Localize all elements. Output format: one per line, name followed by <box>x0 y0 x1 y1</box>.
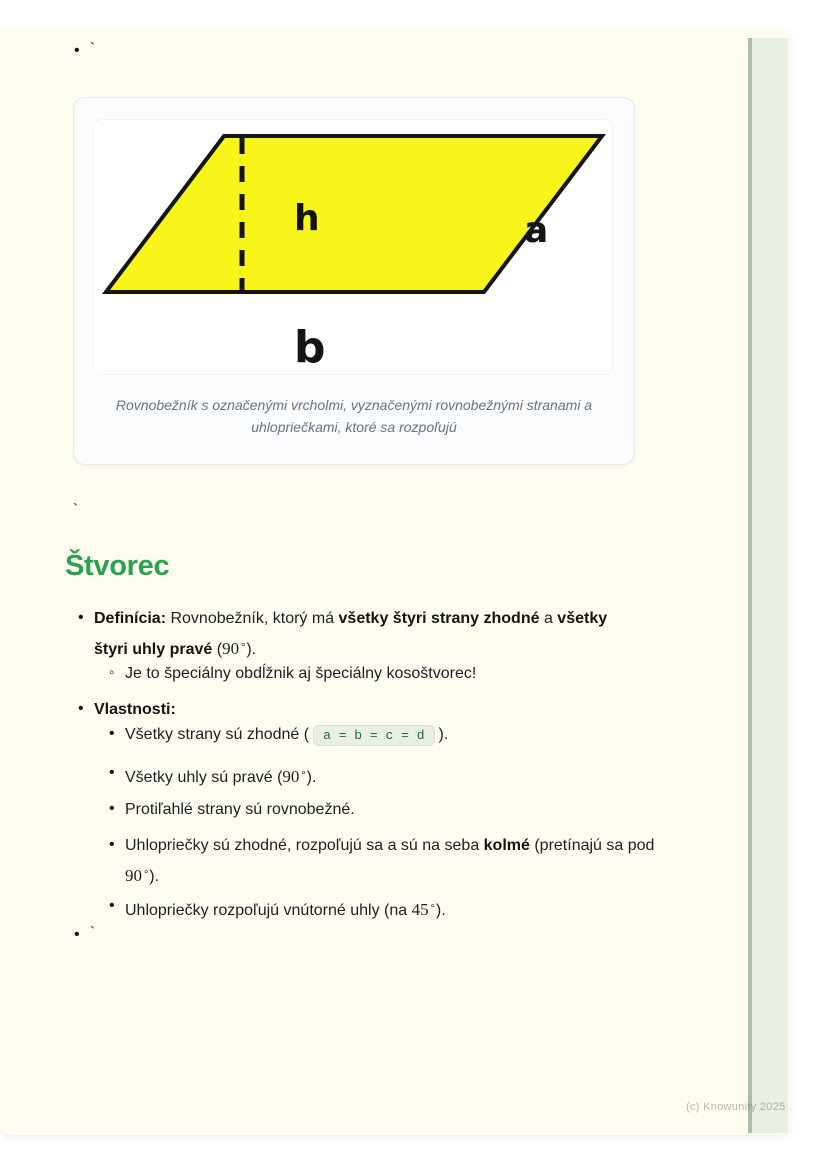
bullet-icon: • <box>78 609 84 626</box>
list-item-vlastnosti <box>78 696 176 723</box>
bullet-icon: • <box>78 700 84 717</box>
caption-line-2: uhlopriečkami, ktoré sa rozpoľujú <box>251 419 457 435</box>
figure-card <box>73 97 635 465</box>
section-title: Štvorec <box>65 550 170 582</box>
figure-caption <box>74 394 634 438</box>
list-subitem-special <box>109 660 476 687</box>
label-h: h <box>294 198 320 239</box>
stray-backtick: ` <box>73 501 78 518</box>
item-text: Uhlopriečky sú zhodné, rozpoľujú sa a sú na seba kolmé (pretínajú sa pod 90∘). <box>125 837 655 885</box>
bullet-icon: • <box>109 836 115 853</box>
list-subitem-uhlopriecky-uhly <box>109 893 446 924</box>
parallelogram-figure <box>94 120 612 374</box>
item-text: Vlastnosti: <box>94 701 176 718</box>
circle-bullet-icon: ◦ <box>109 664 115 681</box>
list-subitem-strany <box>109 721 448 749</box>
bullet-icon: • <box>109 897 115 914</box>
list-subitem-uhly <box>109 760 316 791</box>
bullet-icon: • <box>109 800 115 817</box>
backtick-text: ` <box>90 40 95 57</box>
bullet-icon: • <box>109 725 115 742</box>
backtick-text: ` <box>90 924 95 941</box>
list-item <box>74 922 95 948</box>
item-text: Je to špeciálny obdĺžnik aj špeciálny kosoštvorec! <box>125 665 477 682</box>
figure-image <box>93 119 613 375</box>
document-page <box>0 28 790 1135</box>
bullet-icon: • <box>109 764 115 781</box>
item-text: Všetky uhly sú pravé (90∘). <box>125 767 317 786</box>
caption-line-1: Rovnobežník s označenými vrcholmi, vyznačenými rovnobežnými stranami a <box>115 397 593 413</box>
bullet-icon: • <box>74 42 80 59</box>
bullet-icon: • <box>74 926 80 943</box>
item-text: Uhlopriečky rozpoľujú vnútorné uhly (na 45∘). <box>125 900 446 919</box>
item-text: Všetky strany sú zhodné ( a = b = c = d ). <box>125 721 448 749</box>
list-subitem-protilahle <box>109 796 355 823</box>
copyright-notice: (c) Knowunity 2025 <box>686 1101 786 1113</box>
list-item <box>74 38 95 64</box>
item-text: Protiľahlé strany sú rovnobežné. <box>125 801 355 818</box>
label-a: a <box>524 210 549 251</box>
item-text: Definícia: Rovnobežník, ktorý má všetky štyri strany zhodné a všetky štyri uhly pravé (90∘). <box>94 610 608 658</box>
binding-stripe <box>752 38 788 1133</box>
binding-stripe-edge <box>748 38 752 1133</box>
list-subitem-uhlopriecky-kolme <box>109 832 657 890</box>
label-b: b <box>294 322 326 373</box>
list-item-definicia <box>78 605 642 663</box>
